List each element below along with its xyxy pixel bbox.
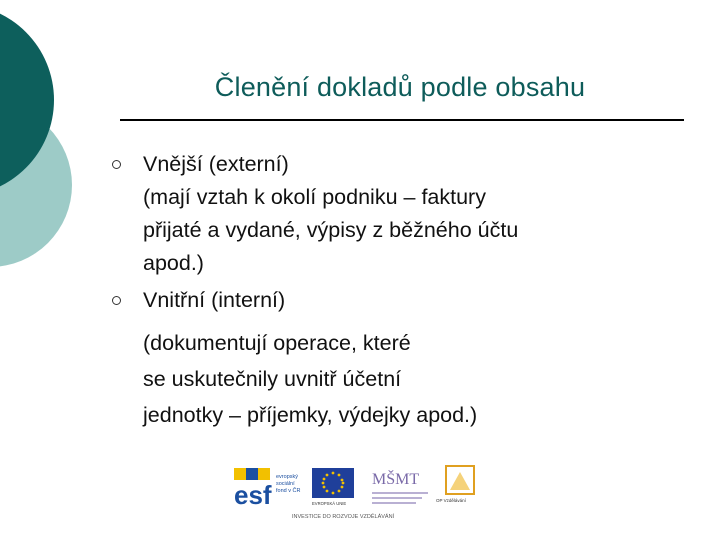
bullet-item-external (112, 148, 672, 280)
continuation-line: se uskutečnily uvnitř účetní (143, 367, 402, 391)
msmt-mark: MŠMT (372, 471, 420, 488)
esf-sub-3: fond v ČR (276, 488, 301, 494)
item-line: Vnější (externí) (143, 152, 289, 176)
item-line: Vnitřní (interní) (143, 288, 286, 312)
op-label: OP Vzdělávání (436, 498, 466, 503)
continuation-text (112, 325, 672, 433)
footer-tagline: INVESTICE DO ROZVOJE VZDĚLÁVÁNÍ (292, 514, 395, 520)
continuation-line: (dokumentují operace, které (143, 331, 411, 355)
eu-flag-logo (312, 468, 354, 506)
msmt-logo (372, 469, 428, 504)
bullet-list (112, 148, 672, 433)
footer-logos (232, 462, 494, 524)
circle-bullet-icon (112, 296, 121, 305)
esf-mark: esf (234, 480, 272, 510)
eu-label: EVROPSKÁ UNIE (312, 501, 347, 506)
title-divider (120, 119, 684, 121)
bullet-item-internal (112, 284, 672, 317)
op-vzdelavani-logo (436, 466, 474, 503)
esf-logo (234, 468, 300, 510)
item-line: přijaté a vydané, výpisy z běžného účtu (143, 218, 519, 242)
decorative-circles (0, 0, 120, 300)
slide-title: Členění dokladů podle obsahu (214, 72, 586, 102)
item-line: apod.) (143, 251, 204, 275)
circle-bullet-icon (112, 160, 121, 169)
continuation-line: jednotky – příjemky, výdejky apod.) (143, 403, 478, 427)
esf-sub-1: evropský (276, 474, 299, 480)
item-line: (mají vztah k okolí podniku – faktury (143, 185, 486, 209)
esf-sub-2: sociální (276, 481, 295, 487)
